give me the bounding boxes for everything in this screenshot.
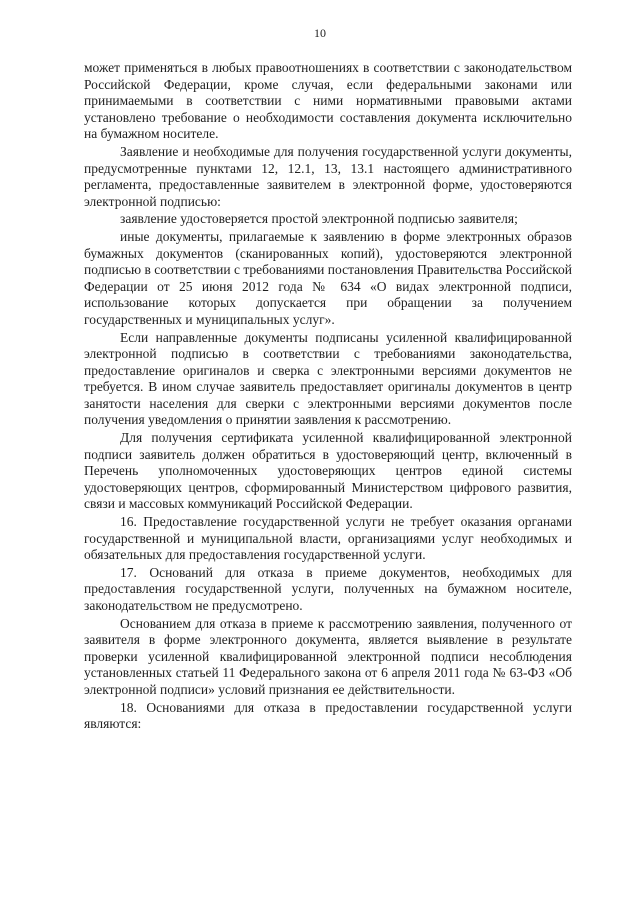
paragraph: может применяться в любых правоотношениях в соответствии с законодательством Российской Федерации, кроме случая, если федеральными законами или принимаемыми в соответствии с ними нормативными правовыми актами установлено требование о необходимости составления документа исключительно на бумажном носителе. xyxy=(84,60,572,142)
paragraph: 16. Предоставление государственной услуги не требует оказания органами государственной и муниципальной власти, организациями услуг необходимых и обязательных для предоставления государственной услуги. xyxy=(84,514,572,563)
paragraph: Если направленные документы подписаны усиленной квалифицированной электронной подписью в соответствии с требованиями законодательства, предоставление оригиналов и сверка с электронными версиями документов не требуется. В ином случае заявитель предоставляет оригиналы документов в центр занятости населения для сверки с электронными версиями документов после получения уведомления о принятии заявления к рассмотрению. xyxy=(84,329,572,428)
paragraph: 17. Оснований для отказа в приеме документов, необходимых для предоставления государственной услуги, полученных на бумажном носителе, законодательством не предусмотрено. xyxy=(84,564,572,613)
paragraph: Для получения сертификата усиленной квалифицированной электронной подписи заявитель должен обратиться в удостоверяющий центр, включенный в Перечень уполномоченных удостоверяющих центров единой системы удостоверяющих центров, сформированный Министерством цифрового развития, связи и массовых коммуникаций Российской Федерации. xyxy=(84,430,572,512)
page-number: 10 xyxy=(314,26,326,40)
paragraph: иные документы, прилагаемые к заявлению в форме электронных образов бумажных документов (сканированных копий), удостоверяются электронной подписью в соответствии с требованиями постановления Правительства Российской Федерации от 25 июня 2012 года № 634 «О видах электронной подписи, использование которых допускается при обращении за получением государственных и муниципальных услуг». xyxy=(84,228,572,327)
paragraph: Основанием для отказа в приеме к рассмотрению заявления, полученного от заявителя в форме электронного документа, является выявление в результате проверки усиленной квалифицированной электронной подписи несоблюдения установленных статьей 11 Федерального закона от 6 апреля 2011 года № 63-ФЗ «Об электронной подписи» условий признания ее действительности. xyxy=(84,615,572,697)
document-body xyxy=(84,60,572,733)
paragraph: заявление удостоверяется простой электронной подписью заявителя; xyxy=(120,211,518,227)
paragraph: 18. Основаниями для отказа в предоставлении государственной услуги являются: xyxy=(84,699,572,732)
paragraph: Заявление и необходимые для получения государственной услуги документы, предусмотренные пунктами 12, 12.1, 13, 13.1 настоящего административного регламента, предоставленные заявителем в электронной форме, удостоверяются электронной подписью: xyxy=(84,143,572,209)
